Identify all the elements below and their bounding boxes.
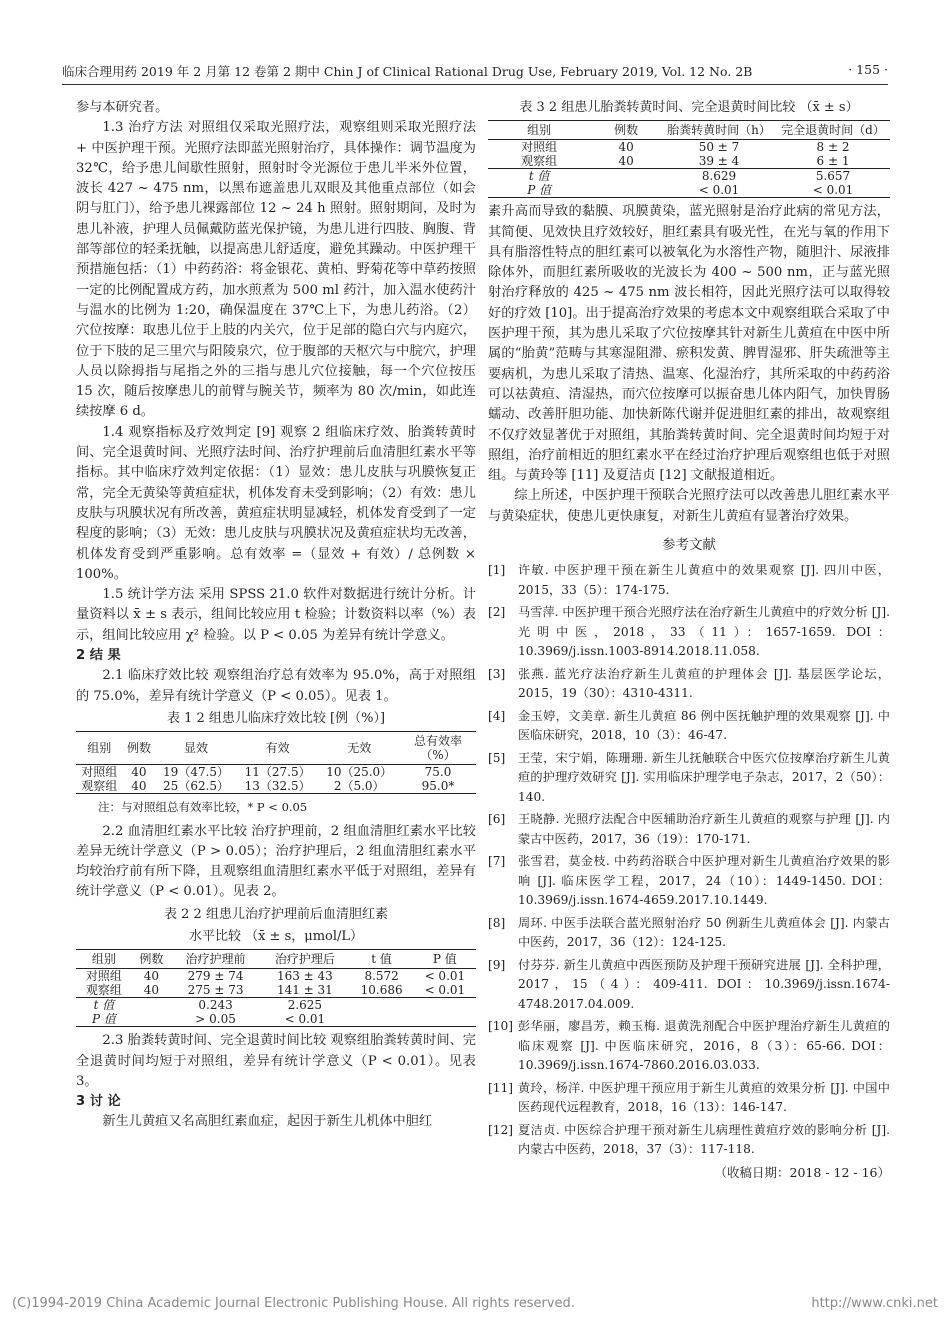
table-cell: 对照组 xyxy=(85,969,122,984)
table-stat-row xyxy=(488,169,890,184)
table-stat-row xyxy=(76,1012,476,1027)
table-header: 完全退黄时间（d） xyxy=(776,121,890,140)
reference-number: [4] xyxy=(488,708,506,723)
table-cell xyxy=(414,998,476,1013)
table-cell: 对照组 xyxy=(521,140,558,155)
table-cell: 50 ± 7 xyxy=(698,140,740,155)
table-cell xyxy=(350,998,414,1013)
table-cell: 40 xyxy=(143,983,159,998)
table-header: 治疗护理后 xyxy=(260,950,349,969)
table-3-caption: 表 3 2 组患儿胎粪转黄时间、完全退黄时间比较 （x̄ ± s） xyxy=(519,100,859,115)
reference-number: [3] xyxy=(488,666,506,681)
table-row xyxy=(76,983,476,998)
table-cell: 10.686 xyxy=(360,983,403,998)
reference-number: [9] xyxy=(488,957,506,972)
table-row xyxy=(76,969,476,984)
reference-text: 张雪君，莫金枝. 中药药浴联合中医护理对新生儿黄疸治疗效果的影响 [J]. 临床医学工程，2017，24（10）：1449-1450. DOI：10.3969/j.issn.1674-4659.2017.10.1449. xyxy=(518,854,890,908)
reference-item xyxy=(488,749,890,808)
table-cell: 8 ± 2 xyxy=(816,140,850,155)
reference-text: 马雪萍. 中医护理干预合光照疗法在治疗新生儿黄疸中的疗效分析 [J]. 光明中医，2018，33（11）：1657-1659. DOI：10.3969/j.issn.1003-8914.2018.11.058. xyxy=(518,605,890,659)
table-cell: 11（27.5） xyxy=(244,765,311,780)
table-cell: 13（32.5） xyxy=(244,779,311,794)
reference-number: [7] xyxy=(488,854,506,869)
table-1 xyxy=(76,731,476,794)
table-cell: > 0.05 xyxy=(195,1012,236,1027)
table-cell: 2（5.0） xyxy=(333,779,385,794)
table-2-caption-line-2: 水平比较 （x̄ ± s，μmol/L） xyxy=(188,928,364,944)
table-header: 例数 xyxy=(123,732,156,765)
table-cell: < 0.01 xyxy=(284,1012,326,1027)
section-1-3-treatment: 1.3 治疗方法 对照组仅采取光照疗法，观察组则采取光照疗法 + 中医护理干预。光照疗法即蓝光照射治疗，具体操作：调节温度为 32℃，给予患儿间歇性照射，照射时令光源位于患儿半米外位置，波长 427 ~ 475 nm，以黑布遮盖患儿双眼及其他重点部位（如会阴与肛门），给予患儿裸露部位 12 ~ 24 h 照射。照射期间，及时为患儿补液，护理人员佩戴防蓝光保护镜，为患儿进行四肢、胸腹、背部等部位的轻柔抚触，以提高患儿舒适度，避免其躁动。中医护理干预措施包括：（1）中药药浴：将金银花、黄柏、野菊花等中草药按照一定的比例配置成方药，加水煎煮为 500 ml 药汁，加入温水使药汁与温水的比例为 1:20，确保温度在 37℃上下，为患儿药浴。（2）穴位按摩：取患儿位于上肢的内关穴，位于足部的隐白穴与内庭穴，位于下肢的足三里穴与阳陵泉穴，位于腹部的天枢穴与中脘穴，护理人员以除拇指与尾指之外的三指与患儿穴位接触，每一个穴位按压 15 次，随后按摩患儿的前臂与腕关节，频率为 80 次/min，如此连续按摩 6 d。 xyxy=(76,120,476,420)
table-header: 胎粪转黄时间（h） xyxy=(662,121,776,140)
reference-text: 夏洁贞. 中医综合护理干预对新生儿病理性黄疸疗效的影响分析 [J]. 内蒙古中医药，2018，37（3）：117-118. xyxy=(518,1122,890,1157)
reference-text: 张燕. 蓝光疗法治疗新生儿黄疸的护理体会 [J]. 基层医学论坛，2015，19（30）：4310-4311. xyxy=(518,666,890,701)
reference-text: 黄玲，杨洋. 中医护理干预应用于新生儿黄疸的效果分析 [J]. 中国中医药现代远程教育，2018，16（13）：146-147. xyxy=(518,1080,890,1115)
table-cell: P 值 xyxy=(91,1012,116,1027)
heading-results: 2 结 果 xyxy=(76,648,121,664)
table-cell: 5.657 xyxy=(776,169,890,184)
table-cell xyxy=(350,1012,414,1027)
section-2-1-efficacy: 2.1 临床疗效比较 观察组治疗总有效率为 95.0%，高于对照组的 75.0%，差异有统计学意义（P < 0.05）。见表 1。 xyxy=(76,668,476,704)
reference-list xyxy=(488,561,890,1160)
table-header: 例数 xyxy=(590,121,662,140)
table-cell: < 0.01 xyxy=(698,183,740,198)
table-cell: 141 ± 31 xyxy=(276,983,333,998)
table-1-caption: 表 1 2 组患儿临床疗效比较 [例（%）] xyxy=(166,710,386,726)
copyright-text: (C)1994-2019 China Academic Journal Electronic Publishing House. All rights reserved. xyxy=(12,1296,575,1311)
table-cell: 39 ± 4 xyxy=(698,154,740,169)
reference-item xyxy=(488,707,890,746)
section-1-5-statistics: 1.5 统计学方法 采用 SPSS 21.0 软件对数据进行统计分析。计量资料以 x̄ ± s 表示，组间比较应用 t 检验；计数资料以率（%）表示，组间比较应用 χ² 检验。以 P < 0.05 为差异有统计学意义。 xyxy=(76,587,476,643)
table-cell xyxy=(132,1012,171,1027)
reference-text: 付芬芬. 新生儿黄疸中西医预防及护理干预研究进展 [J]. 全科护理，2017，15（4）：409-411. DOI：10.3969/j.issn.1674-4748.2017.04.009. xyxy=(518,957,890,1011)
reference-item xyxy=(488,1121,890,1160)
table-cell: < 0.01 xyxy=(812,183,854,198)
reference-number: [5] xyxy=(488,750,506,765)
table-cell: 观察组 xyxy=(85,983,122,998)
table-cell: 40 xyxy=(131,779,147,794)
cnki-link[interactable]: http://www.cnki.net xyxy=(811,1296,938,1311)
table-header: 例数 xyxy=(132,950,171,969)
reference-item xyxy=(488,810,890,849)
table-header: 显效 xyxy=(155,732,237,765)
table-cell: 0.243 xyxy=(171,998,260,1013)
table-cell: P 值 xyxy=(527,183,552,198)
discussion-paragraph-continued: 素升高而导致的黏膜、巩膜黄染，蓝光照射是治疗此病的常见方法，其简便、见效快且疗效较好，胆红素具有吸光性，在光与氧的作用下具有脂溶性特点的胆红素可以被氧化为水溶性产物，随胆汁、尿液排除体外，而胆红素所吸收的光波长为 400 ~ 500 nm，正与蓝光照射治疗释放的 425 ~ 475 nm 波长相符，因此光照疗法可以取得较好的疗效 [10]。出于提高治疗效果的考虑本文中观察组联合采取了中医护理干预，其为患儿采取了穴位按摩其针对新生儿黄疸在中医中所属的“胎黄”范畴与其寒湿阻滞、瘀积发黄、脾胃湿邪、肝失疏泄等主要病机，为患儿采取了清热、温寒、化湿治疗，其所采取的中药药浴可以祛黄疸、清湿热，而穴位按摩可以振奋患儿体内阳气，加快胃肠蠕动、改善肝胆功能、加快新陈代谢并促进胆红素的排出，故观察组不仅疗效显著优于对照组，其胎粪转黄时间、完全退黄时间均短于对照组，治疗前相近的胆红素水平在经过治疗护理后观察组也低于对照组。与黄玲等 [11] 及夏洁贞 [12] 文献报道相近。 xyxy=(488,204,890,484)
table-cell: 75.0 xyxy=(424,765,452,780)
table-cell: < 0.01 xyxy=(424,983,466,998)
page-number: · 155 · xyxy=(848,62,888,77)
table-cell: 2.625 xyxy=(260,998,349,1013)
table-header: 组别 xyxy=(76,732,123,765)
reference-number: [1] xyxy=(488,563,506,578)
references-heading: 参考文献 xyxy=(662,537,716,554)
paragraph-participants: 参与本研究者。 xyxy=(76,100,169,115)
reference-number: [12] xyxy=(488,1122,514,1137)
discussion-paragraph-start: 新生儿黄疸又名高胆红素血症，起因于新生儿机体中胆红 xyxy=(102,1114,433,1130)
table-header: P 值 xyxy=(414,950,476,969)
section-1-4-indicators: 1.4 观察指标及疗效判定 [9] 观察 2 组临床疗效、胎粪转黄时间、完全退黄时间、光照疗法时间、治疗护理前后血清胆红素水平等指标。其中临床疗效判定依据：（1）显效：患儿皮肤与巩膜恢复正常，完全无黄染等黄疸症状，机体发育未受到影响；（2）有效：患儿皮肤与巩膜状况有所改善，黄疸症状明显减轻，机体发育受到了一定程度的影响；（3）无效：患儿皮肤与巩膜状况及黄疸症状均无改善，机体发育受到严重影响。总有效率 =（显效 + 有效）/ 总例数 × 100%。 xyxy=(76,424,476,582)
received-date: （收稿日期：2018 - 12 - 16） xyxy=(714,1164,890,1180)
table-row xyxy=(76,779,476,794)
table-cell: 40 xyxy=(618,140,634,155)
table-cell: t 值 xyxy=(76,998,132,1013)
table-3 xyxy=(488,120,890,198)
table-cell: 163 ± 43 xyxy=(276,969,333,984)
left-column xyxy=(76,98,476,1133)
table-cell xyxy=(590,169,662,184)
table-2-caption-line-1: 表 2 2 组患儿治疗护理前后血清胆红素 xyxy=(164,906,388,922)
section-2-3-jaundice-time: 2.3 胎粪转黄时间、完全退黄时间比较 观察组胎粪转黄时间、完全退黄时间均短于对照组，差异有统计学意义（P < 0.01）。见表 3。 xyxy=(76,1033,476,1089)
table-cell: 275 ± 73 xyxy=(187,983,244,998)
table-cell xyxy=(414,1012,476,1027)
reference-item xyxy=(488,1079,890,1118)
table-2 xyxy=(76,949,476,1027)
table-cell: 观察组 xyxy=(81,779,118,794)
reference-text: 彭华丽，廖昌芳，赖玉梅. 退黄洗剂配合中医护理治疗新生儿黄疸的临床观察 [J]. 中医临床研究，2016，8（3）：65-66. DOI：10.3969/j.issn.1674-7860.2016.03.033. xyxy=(518,1019,890,1073)
table-cell: 6 ± 1 xyxy=(816,154,850,169)
reference-item xyxy=(488,603,890,662)
reference-text: 王晓静. 光照疗法配合中医辅助治疗新生儿黄疸的观察与护理 [J]. 内蒙古中医药，2017，36（19）：170-171. xyxy=(518,812,890,846)
table-cell: 40 xyxy=(143,969,159,984)
table-header: t 值 xyxy=(350,950,414,969)
reference-text: 许敏. 中医护理干预在新生儿黄疸中的效果观察 [J]. 四川中医，2015，33（5）：174-175. xyxy=(518,563,890,597)
reference-number: [11] xyxy=(488,1080,514,1095)
table-cell: 8.629 xyxy=(662,169,776,184)
table-cell: 10（25.0） xyxy=(326,765,393,780)
journal-header: 临床合理用药 2019 年 2 月第 12 卷第 2 期中 Chin J of Clinical Rational Drug Use, February 2019, Vol. 12 No. 2B xyxy=(62,64,753,79)
table-cell: 95.0* xyxy=(421,779,455,794)
reference-text: 金玉婷，文美章. 新生儿黄疸 86 例中医抚触护理的效果观察 [J]. 中医临床研究，2018，10（3）：46-47. xyxy=(518,708,890,743)
table-header: 治疗护理前 xyxy=(171,950,260,969)
table-cell: 40 xyxy=(618,154,634,169)
table-cell: 观察组 xyxy=(521,154,558,169)
table-cell: 8.572 xyxy=(364,969,399,984)
running-header xyxy=(62,62,888,85)
section-2-2-bilirubin: 2.2 血清胆红素水平比较 治疗护理前，2 组血清胆红素水平比较差异无统计学意义（P > 0.05）；治疗护理后，2 组血清胆红素水平均较治疗前有所下降，且观察组血清胆红素水平低于对照组，差异有统计学意义（P < 0.01）。见表 2。 xyxy=(76,823,476,900)
table-cell xyxy=(590,183,662,198)
table-cell: 对照组 xyxy=(81,765,118,780)
reference-item xyxy=(488,561,890,600)
right-column xyxy=(488,98,890,1183)
table-header: 组别 xyxy=(488,121,590,140)
table-1-note: 注：与对照组总有效率比较，* P < 0.05 xyxy=(98,800,308,815)
table-cell: 279 ± 74 xyxy=(187,969,244,984)
table-header: 有效 xyxy=(237,732,319,765)
table-cell: 19（47.5） xyxy=(163,765,230,780)
reference-item xyxy=(488,914,890,953)
reference-text: 王莹，宋宁娟，陈珊珊. 新生儿抚触联合中医穴位按摩治疗新生儿黄疸的护理疗效研究 [J]. 实用临床护理学电子杂志，2017，2（50）：140. xyxy=(518,750,890,804)
reference-text: 周环. 中医手法联合蓝光照射治疗 50 例新生儿黄疸体会 [J]. 内蒙古中医药，2017，36（12）：124-125. xyxy=(518,915,890,950)
table-header: 无效 xyxy=(318,732,400,765)
table-row xyxy=(488,140,890,155)
table-cell: < 0.01 xyxy=(424,969,466,984)
reference-item xyxy=(488,852,890,911)
heading-discussion: 3 讨 论 xyxy=(76,1094,121,1110)
reference-number: [2] xyxy=(488,605,506,620)
reference-item xyxy=(488,1017,890,1076)
reference-number: [10] xyxy=(488,1019,514,1034)
table-row xyxy=(76,765,476,780)
table-cell xyxy=(132,998,171,1013)
table-row xyxy=(488,154,890,169)
table-stat-row xyxy=(488,183,890,198)
reference-item xyxy=(488,665,890,704)
table-cell: 25（62.5） xyxy=(163,779,230,794)
table-header: 总有效率（%） xyxy=(400,732,476,765)
table-cell: 40 xyxy=(131,765,147,780)
table-cell: t 值 xyxy=(488,169,590,184)
table-stat-row xyxy=(76,998,476,1013)
reference-item xyxy=(488,956,890,1015)
table-header: 组别 xyxy=(76,950,132,969)
conclusion-paragraph: 综上所述，中医护理干预联合光照疗法可以改善患儿胆红素水平与黄染症状，使患儿更快康复，对新生儿黄疸有显著治疗效果。 xyxy=(488,488,890,524)
reference-number: [6] xyxy=(488,812,506,827)
reference-number: [8] xyxy=(488,915,506,930)
